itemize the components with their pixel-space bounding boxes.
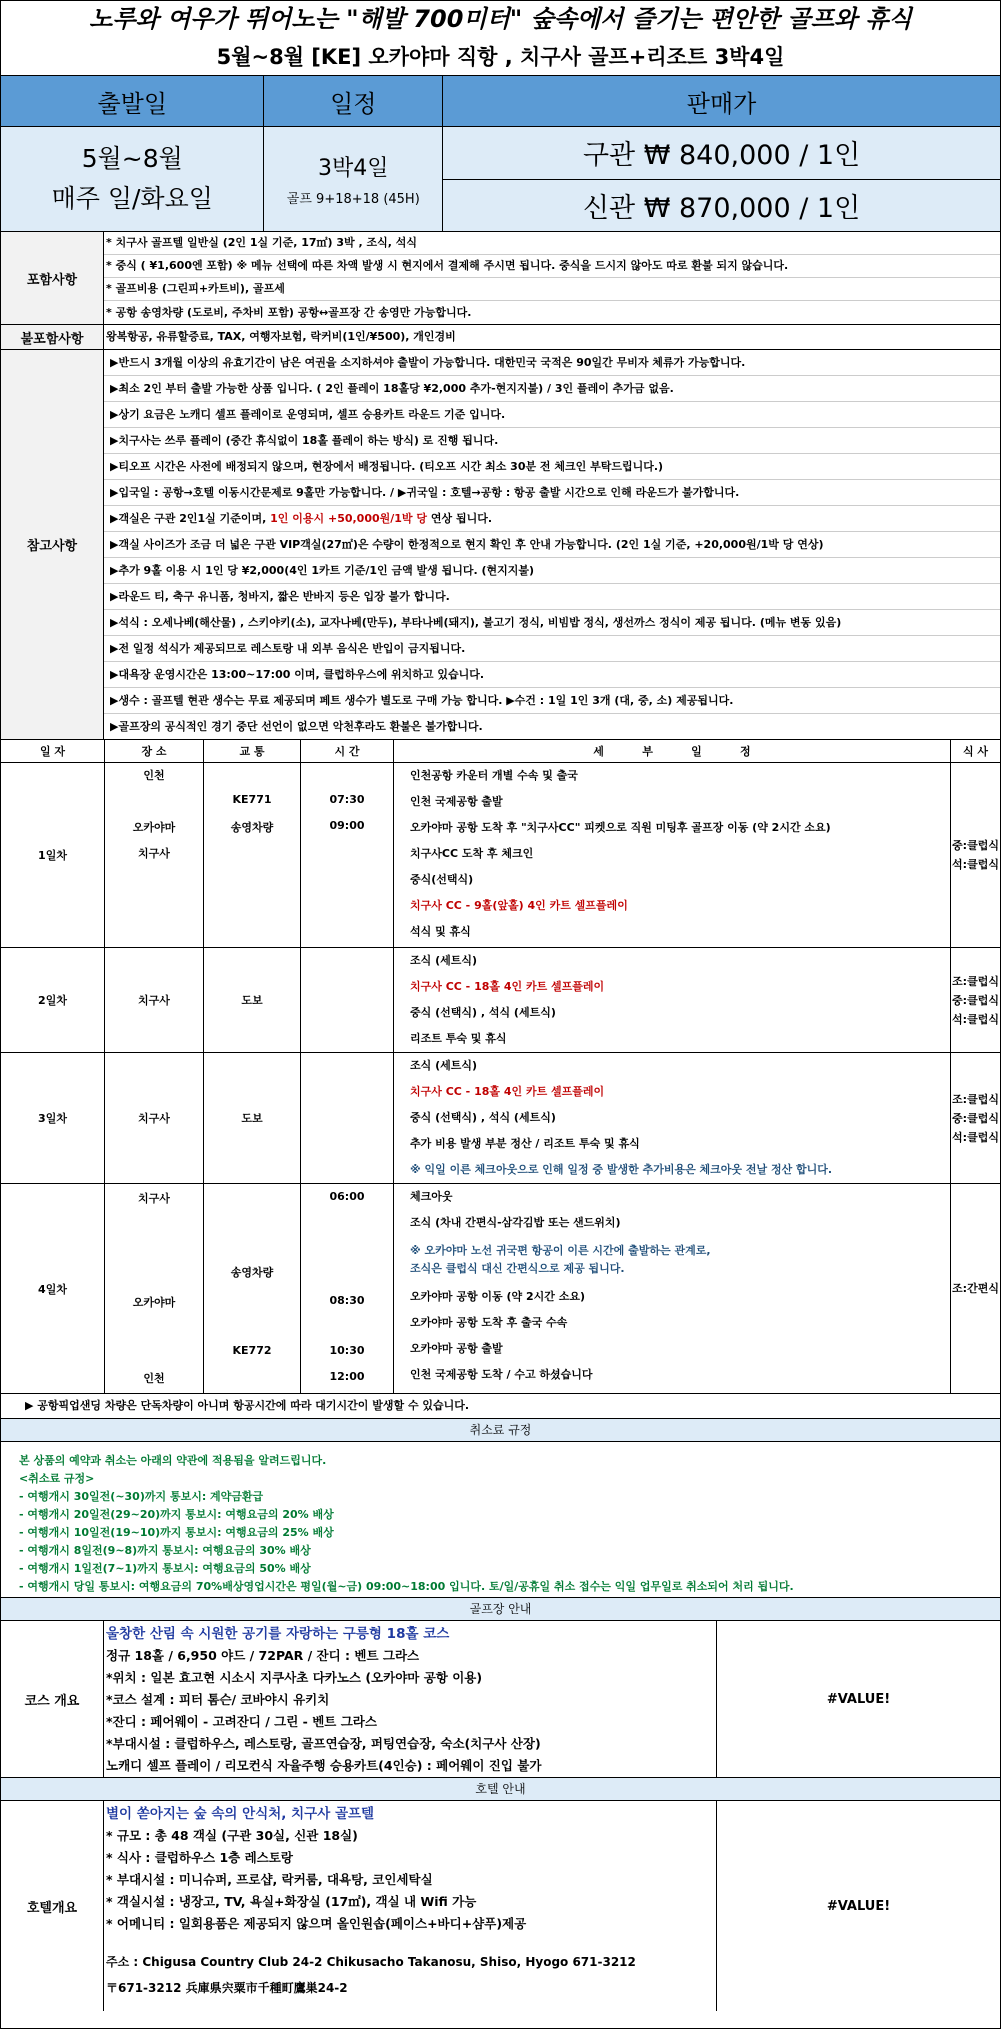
detail-line: 오카야마 공항 도착 후 "치구사CC" 피켓으로 직원 미팅후 골프장 이동 (약 2시간 소요) <box>410 821 831 834</box>
departure-weekdays: 매주 일/화요일 <box>51 184 213 213</box>
golf-line: *부대시설 : 클럽하우스, 레스토랑, 골프연습장, 퍼팅연습장, 숙소(치구사 산장) <box>106 1736 541 1751</box>
note-item: ▶생수 : 골프텔 현관 생수는 무료 제공되며 페트 생수가 별도로 구매 가능 합니다. ▶수건 : 1일 1인 3개 (대, 중, 소) 제공됩니다. <box>104 688 1000 714</box>
cancel-line: - 여행개시 당일 통보시: 여행요금의 70%배상영업시간은 평일(월~금) 09:00~18:00 입니다. 토/일/공휴일 취소 접수는 익일 업무일로 취소되어 처리 됩니다. <box>19 1580 794 1593</box>
detail-line-golf: 치구사 CC - 18홀 4인 카트 셀프플레이 <box>410 980 605 993</box>
excluded-section <box>1 325 1000 350</box>
day-details <box>394 763 951 947</box>
meal: 조:간편식 <box>952 1282 999 1295</box>
place: 오카야마 <box>132 821 176 834</box>
cancel-line: - 여행개시 8일전(9~8)까지 통보시: 여행요금의 30% 배상 <box>19 1544 311 1557</box>
cancel-line: - 여행개시 20일전(29~20)까지 통보시: 여행요금의 20% 배상 <box>19 1508 334 1521</box>
note-item: ▶치구사는 쓰루 플레이 (중간 휴식없이 18홀 플레이 하는 방식) 로 진행 됩니다. <box>104 428 1000 454</box>
departure-months: 5월~8월 <box>81 144 183 173</box>
meal: 조:클럽식 <box>952 974 999 988</box>
meal: 중:클럽식 <box>952 839 999 852</box>
hotel-line: * 어메니티 : 일회용품은 제공되지 않으며 올인원솝(페이스+바디+샴푸)제공 <box>106 1916 527 1931</box>
golf-info-title: 골프장 안내 <box>1 1598 1000 1621</box>
golf-line: *위치 : 일본 효고현 시소시 지쿠사초 다카노스 (오카야마 공항 이용) <box>106 1670 483 1685</box>
itinerary-header-meal: 식 사 <box>962 745 989 758</box>
header-schedule: 일정 <box>264 76 443 126</box>
day-label: 4일차 <box>1 1184 105 1393</box>
hotel-headline: 별이 쏟아지는 숲 속의 안식처, 치구사 골프텔 <box>106 1806 375 1822</box>
hotel-line: * 식사 : 클럽하우스 1층 레스토랑 <box>106 1850 293 1865</box>
note-item: ▶라운드 티, 축구 유니폼, 청바지, 짧은 반바지 등은 입장 불가 합니다. <box>104 584 1000 610</box>
meal: 석:클럽식 <box>952 1012 999 1026</box>
place: 치구사 <box>138 1192 170 1205</box>
day-label: 2일차 <box>1 948 105 1052</box>
page-title: 노루와 여우가 뛰어노는 "해발 700미터" 숲속에서 즐기는 편안한 골프와 휴식 <box>89 5 912 33</box>
cancel-line: 본 상품의 예약과 취소는 아래의 약관에 적용됨을 알려드립니다. <box>19 1454 327 1467</box>
note-item: ▶입국일 : 공항→호텔 이동시간문제로 9홀만 가능합니다. / ▶귀국일 : 호텔→공항 : 항공 출발 시간으로 인해 라운드가 불가합니다. <box>104 480 1000 506</box>
meal: 조:클럽식 <box>952 1092 999 1106</box>
itinerary-day-4 <box>1 1184 1000 1394</box>
day-details <box>394 1053 951 1183</box>
day-details <box>394 1184 951 1393</box>
day-meals <box>951 948 1000 1052</box>
header-departure: 출발일 <box>1 76 264 126</box>
transport: 송영차량 <box>230 1266 274 1279</box>
detail-line: 추가 비용 발생 부분 정산 / 리조트 투숙 및 휴식 <box>410 1137 640 1150</box>
included-section <box>1 232 1000 325</box>
time: 06:00 <box>329 1190 365 1203</box>
price-cell <box>443 127 1000 231</box>
duration-cell <box>264 127 443 231</box>
time: 09:00 <box>329 819 365 832</box>
detail-line: 중식(선택식) <box>410 873 474 886</box>
note-item: ▶추가 9홀 이용 시 1인 당 ¥2,000(4인 1카트 기준/1인 금액 발생 됩니다. (현지지불) <box>104 558 1000 584</box>
golf-info-body <box>104 1621 717 1777</box>
hotel-info-body <box>104 1801 717 2011</box>
included-item: * 공항 송영차량 (도로비, 주차비 포함) 공항↔골프장 간 송영만 가능합니다. <box>106 306 472 319</box>
golf-line: 정규 18홀 / 6,950 야드 / 72PAR / 잔디 : 벤트 그라스 <box>106 1648 420 1663</box>
golf-line: 노캐디 셀프 플레이 / 리모컨식 자율주행 승용카트(4인승) : 페어웨이 진입 불가 <box>106 1758 542 1773</box>
note-item: ▶최소 2인 부터 출발 가능한 상품 입니다. ( 2인 플레이 18홀당 ¥2,000 추가-현지지불) / 3인 플레이 추가금 없음. <box>104 376 1000 402</box>
detail-line-golf: 치구사 CC - 18홀 4인 카트 셀프플레이 <box>410 1085 605 1098</box>
day-label: 1일차 <box>1 763 105 947</box>
hotel-info-title: 호텔 안내 <box>1 1778 1000 1801</box>
detail-line-golf: 치구사 CC - 9홀(앞홀) 4인 카트 셀프플레이 <box>410 899 628 912</box>
price-table-header <box>1 76 1000 127</box>
hotel-info <box>1 1801 1000 2011</box>
departure-dates <box>1 127 264 231</box>
price-old-building: 구관 ₩ 840,000 / 1인 <box>443 127 1000 180</box>
detail-line: 체크아웃 <box>410 1190 453 1203</box>
detail-line-notice: ※ 익일 이른 체크아웃으로 인해 일정 중 발생한 추가비용은 체크아웃 전날 정산 합니다. <box>410 1163 833 1176</box>
page-subtitle: 5월~8월 [KE] 오카야마 직항 , 치구사 골프+리조트 3박4일 <box>1 41 1000 76</box>
hotel-line: * 부대시설 : 미니슈퍼, 프로샵, 락커룸, 대욕탕, 코인세탁실 <box>106 1872 433 1887</box>
pickup-note: ▶ 공항픽업샌딩 차량은 단독차량이 아니며 항공시간에 따라 대기시간이 발생할 수 있습니다. <box>1 1394 1000 1419</box>
golf-info-label: 코스 개요 <box>1 1621 104 1777</box>
detail-line: 조식 (세트식) <box>410 1059 478 1072</box>
detail-line: 치구사CC 도착 후 체크인 <box>410 847 534 860</box>
detail-line: 오카야마 공항 출발 <box>410 1342 503 1355</box>
detail-line-notice: 조식은 클럽식 대신 간편식으로 제공 됩니다. <box>410 1262 625 1275</box>
included-item: * 치구사 골프텔 일반실 (2인 1실 기준, 17㎡) 3박 , 조식, 석식 <box>104 232 1000 255</box>
excluded-label: 불포함사항 <box>1 325 104 349</box>
itinerary-header-time: 시 간 <box>301 740 394 762</box>
cancel-line: - 여행개시 1일전(7~1)까지 통보시: 여행요금의 50% 배상 <box>19 1562 311 1575</box>
day-times <box>301 948 394 1052</box>
place: 치구사 <box>105 948 204 1052</box>
price-new-building: 신관 ₩ 870,000 / 1인 <box>582 192 861 224</box>
cancellation-policy <box>1 1442 1000 1598</box>
included-item: * 중식 ( ¥1,600엔 포함) ※ 메뉴 선택에 따른 차액 발생 시 현지에서 결제해 주시면 됩니다. 중식을 드시지 않아도 따로 환불 되지 않습니다. <box>104 255 1000 278</box>
itinerary-day-1 <box>1 763 1000 948</box>
meal: 석:클럽식 <box>952 1130 999 1144</box>
day-details <box>394 948 951 1052</box>
itinerary-header <box>1 740 1000 763</box>
place: 오카야마 <box>132 1296 176 1309</box>
day-transport <box>204 1184 301 1393</box>
note-item: ▶골프장의 공식적인 경기 중단 선언이 없으면 악천후라도 환불은 불가합니다. <box>110 720 483 733</box>
transport: KE772 <box>232 1344 272 1357</box>
note-item: ▶반드시 3개월 이상의 유효기간이 남은 여권을 소지하셔야 출발이 가능합니다. 대한민국 국적은 90일간 무비자 체류가 가능합니다. <box>104 350 1000 376</box>
golf-headline: 울창한 산림 속 시원한 공기를 자랑하는 구릉형 18홀 코스 <box>106 1626 450 1642</box>
place: 치구사 <box>138 847 170 860</box>
header-price: 판매가 <box>686 89 757 118</box>
notes-label: 참고사항 <box>1 350 104 739</box>
note-room-surcharge: 1인 이용시 +50,000원/1박 당 <box>270 512 428 525</box>
note-item: ▶석식 : 오세나베(해산물) , 스키야키(소), 교자나베(만두), 부타나베(돼지), 불고기 정식, 비빔밥 정식, 생선까스 정식이 제공 됩니다. (메뉴 변동 있음) <box>104 610 1000 636</box>
itinerary-header-transport: 교 통 <box>204 740 301 762</box>
detail-line: 인천공항 카운터 개별 수속 및 출국 <box>410 769 578 782</box>
day-meals <box>951 1184 1000 1393</box>
detail-line: 중식 (선택식) , 석식 (세트식) <box>410 1111 556 1124</box>
detail-line: 인천 국제공항 도착 / 수고 하셨습니다 <box>410 1368 593 1381</box>
hotel-info-label: 호텔개요 <box>1 1801 104 2011</box>
golf-info <box>1 1621 1000 1778</box>
day-places <box>105 763 204 947</box>
detail-line: 인천 국제공항 출발 <box>410 795 503 808</box>
detail-line: 리조트 투숙 및 휴식 <box>410 1032 507 1045</box>
meal: 중:클럽식 <box>952 1111 999 1125</box>
time: 12:00 <box>329 1370 365 1383</box>
duration-detail: 골프 9+18+18 (45H) <box>286 192 420 207</box>
included-item: * 골프비용 (그린피+카트비), 골프세 <box>104 278 1000 301</box>
itinerary-header-day: 일 자 <box>1 740 105 762</box>
golf-line: *코스 설계 : 피터 톰슨/ 코바야시 유키치 <box>106 1692 330 1707</box>
itinerary-header-place: 장 소 <box>105 740 204 762</box>
notes-section <box>1 350 1000 740</box>
day-times <box>301 763 394 947</box>
day-times <box>301 1184 394 1393</box>
cancel-line: - 여행개시 30일전(~30)까지 통보시: 계약금환급 <box>19 1490 264 1503</box>
time: 08:30 <box>329 1294 365 1307</box>
transport: 도보 <box>204 948 301 1052</box>
place: 치구사 <box>105 1053 204 1183</box>
included-label: 포함사항 <box>1 232 104 324</box>
place: 인천 <box>143 1372 165 1385</box>
transport: 도보 <box>204 1053 301 1183</box>
note-item: ▶객실 사이즈가 조금 더 넓은 구관 VIP객실(27㎡)은 수량이 한정적으로 현지 확인 후 안내 가능합니다. (2인 1실 기준, +20,000원/1박 당 연상) <box>104 532 1000 558</box>
golf-info-value: #VALUE! <box>826 1691 891 1707</box>
day-times <box>301 1053 394 1183</box>
hotel-line: * 객실시설 : 냉장고, TV, 욕실+화장실 (17㎡), 객실 내 Wifi 가능 <box>106 1894 477 1909</box>
day-places <box>105 1184 204 1393</box>
cancel-line: - 여행개시 10일전(19~10)까지 통보시: 여행요금의 25% 배상 <box>19 1526 334 1539</box>
time: 10:30 <box>329 1344 365 1357</box>
note-room-tail: 연상 됩니다. <box>427 512 492 525</box>
day-meals <box>951 1053 1000 1183</box>
detail-line: 중식 (선택식) , 석식 (세트식) <box>410 1006 556 1019</box>
detail-line: 오카야마 공항 도착 후 출국 수속 <box>410 1316 568 1329</box>
detail-line: 석식 및 휴식 <box>410 925 471 938</box>
day-transport <box>204 763 301 947</box>
price-table-row <box>1 127 1000 232</box>
meal: 중:클럽식 <box>952 993 999 1007</box>
hotel-address: 주소 : Chigusa Country Club 24-2 Chikusacho Takanosu, Shiso, Hyogo 671-3212 <box>106 1955 636 1969</box>
itinerary-day-2 <box>1 948 1000 1053</box>
hotel-address-jp: 〒671-3212 兵庫県宍粟市千種町鷹巣24-2 <box>106 1981 348 1995</box>
time: 07:30 <box>329 793 365 806</box>
excluded-text: 왕복항공, 유류할증료, TAX, 여행자보험, 락커비(1인/¥500), 개인경비 <box>106 330 456 343</box>
note-item: ▶상기 요금은 노캐디 셀프 플레이로 운영되며, 셀프 승용카트 라운드 기준 입니다. <box>104 402 1000 428</box>
day-meals <box>951 763 1000 947</box>
cancellation-title: 취소료 규정 <box>1 1419 1000 1442</box>
duration: 3박4일 <box>318 156 389 181</box>
detail-line: 조식 (차내 간편식-삼각김밥 또는 샌드위치) <box>410 1216 621 1229</box>
note-item: ▶티오프 시간은 사전에 배정되지 않으며, 현장에서 배정됩니다. (티오프 시간 최소 30분 전 체크인 부탁드립니다.) <box>104 454 1000 480</box>
detail-line-notice: ※ 오카야마 노선 귀국편 항공이 이른 시간에 출발하는 관계로, <box>410 1244 711 1257</box>
transport: 송영차량 <box>230 821 274 834</box>
note-item-room <box>104 506 1000 532</box>
golf-line: *잔디 : 페어웨이 - 고려잔디 / 그린 - 벤트 그라스 <box>106 1714 377 1729</box>
hotel-info-value: #VALUE! <box>826 1898 891 1914</box>
cancel-line: <취소료 규정> <box>19 1472 95 1485</box>
itinerary-day-3 <box>1 1053 1000 1184</box>
note-item: ▶대욕장 운영시간은 13:00~17:00 이며, 클럽하우스에 위치하고 있습니다. <box>104 662 1000 688</box>
place: 인천 <box>143 769 165 782</box>
day-label: 3일차 <box>1 1053 105 1183</box>
detail-line: 조식 (세트식) <box>410 954 478 967</box>
itinerary-header-detail: 세 부 일 정 <box>394 740 951 762</box>
transport: KE771 <box>232 793 272 806</box>
meal: 석:클럽식 <box>952 858 999 871</box>
note-room-text: ▶객실은 구관 2인1실 기준이며, <box>110 512 271 525</box>
detail-line: 오카야마 공항 이동 (약 2시간 소요) <box>410 1290 585 1303</box>
note-item: ▶전 일정 석식가 제공되므로 레스토랑 내 외부 음식은 반입이 금지됩니다. <box>104 636 1000 662</box>
hotel-line: * 규모 : 총 48 객실 (구관 30실, 신관 18실) <box>106 1828 358 1843</box>
